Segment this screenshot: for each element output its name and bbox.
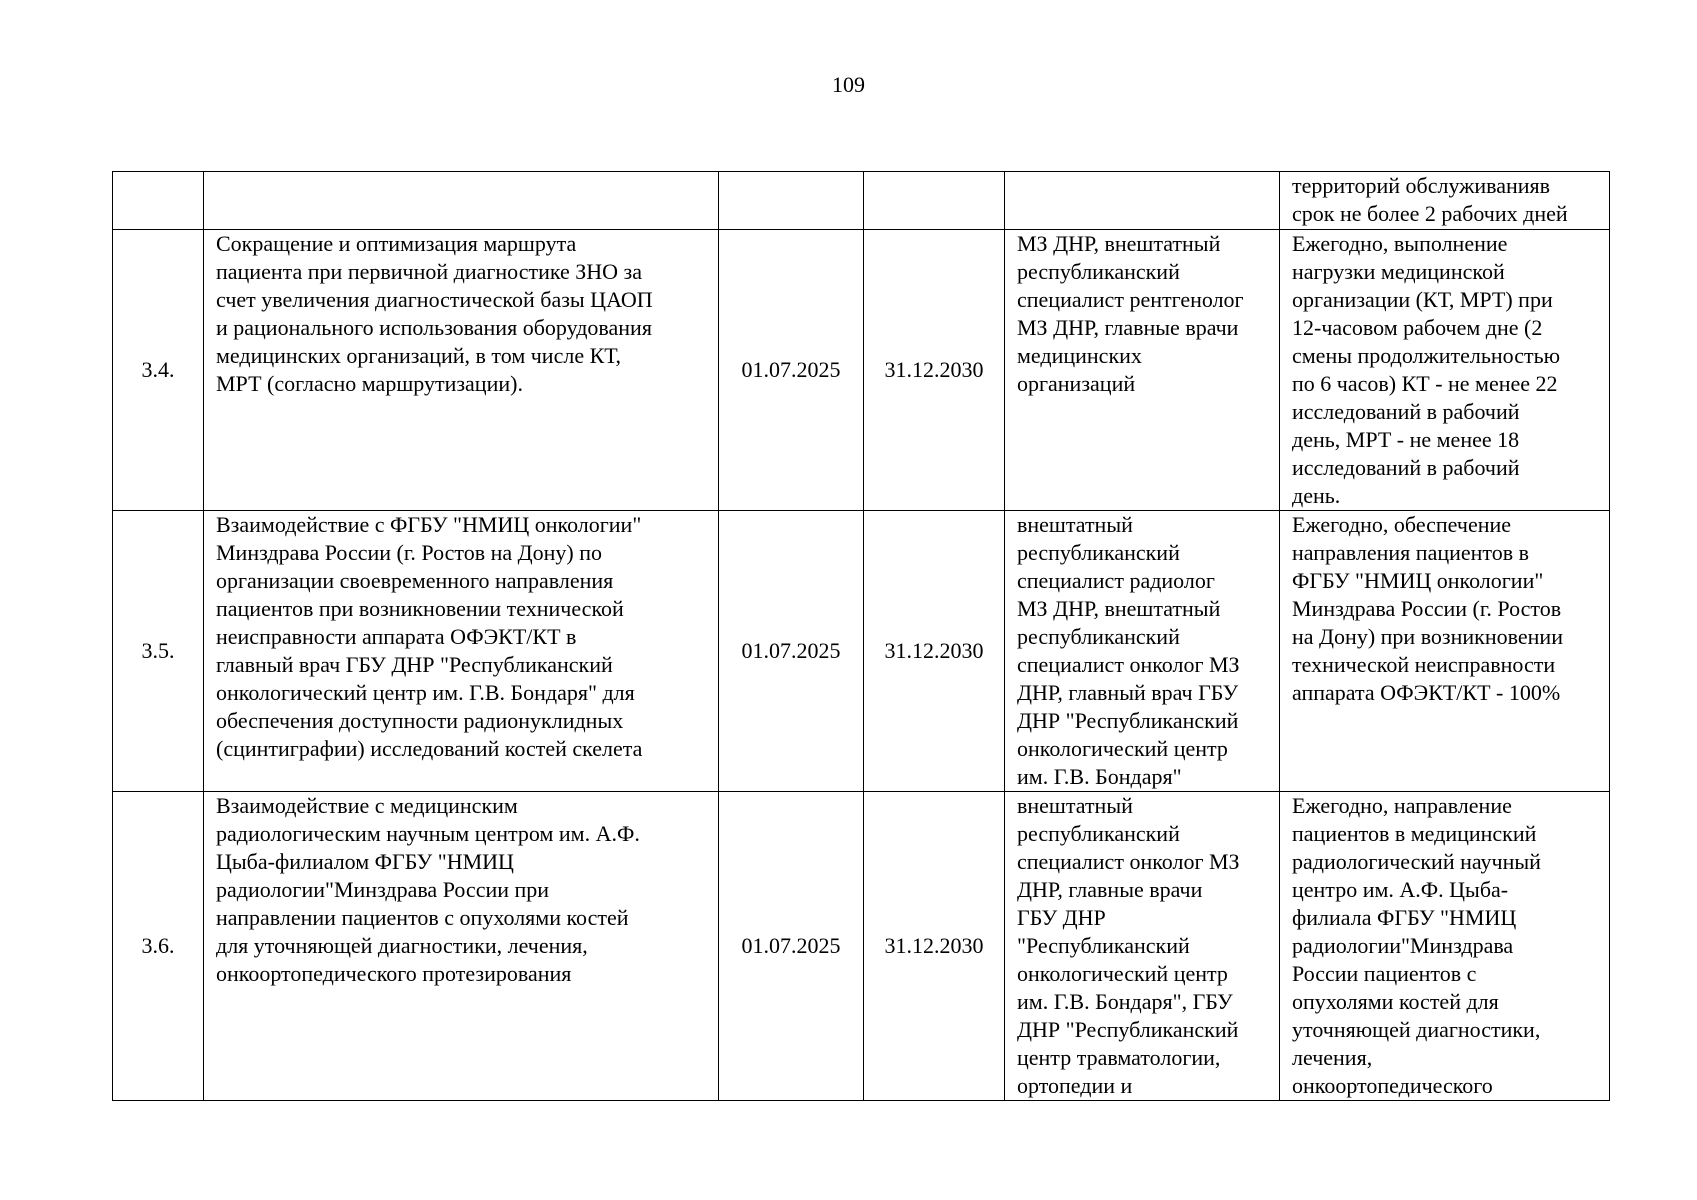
cell-number: 3.6. bbox=[113, 792, 204, 1101]
cell-result bbox=[1280, 172, 1610, 230]
cell-end-date: 31.12.2030 bbox=[864, 511, 1005, 792]
activity-text: Взаимодействие с ФГБУ "НМИЦ онкологии" Минздрава России (г. Ростов на Дону) по организации своевременного направления пациентов при возникновении технической неисправности аппарата ОФЭКТ/КТ в главный врач ГБУ ДНР "Республиканский онкологический центр им. Г.В. Бондаря" для обеспечения доступности радионуклидных (сцинтиграфии) исследований костей скелета bbox=[216, 512, 643, 761]
result-text: территорий обслуживанияв срок не более 2 рабочих дней bbox=[1292, 173, 1568, 226]
cell-start-date bbox=[719, 172, 864, 230]
cell-responsible bbox=[1005, 792, 1280, 1101]
result-text: Ежегодно, выполнение нагрузки медицинской организации (КТ, МРТ) при 12-часовом рабочем дне (2 смены продолжительностью по 6 часов) КТ - не менее 22 исследований в рабочий день, МРТ - не менее 18 исследований в рабочий день. bbox=[1292, 231, 1561, 508]
cell-result bbox=[1280, 230, 1610, 511]
table-row bbox=[113, 792, 1610, 1101]
result-text: Ежегодно, обеспечение направления пациентов в ФГБУ "НМИЦ онкологии" Минздрава России (г. Ростов на Дону) при возникновении технической неисправности аппарата ОФЭКТ/КТ - 100% bbox=[1292, 512, 1563, 705]
cell-number: 3.4. bbox=[113, 230, 204, 511]
cell-activity bbox=[204, 172, 719, 230]
cell-end-date bbox=[864, 172, 1005, 230]
responsible-text: внештатный республиканский специалист онколог МЗ ДНР, главные врачи ГБУ ДНР "Республиканский онкологический центр им. Г.В. Бондаря", ГБУ ДНР "Республиканский центр травматологии, ортопедии и bbox=[1017, 793, 1240, 1098]
table-row bbox=[113, 230, 1610, 511]
cell-activity bbox=[204, 792, 719, 1101]
activity-text: Взаимодействие с медицинским радиологическим научным центром им. А.Ф. Цыба-филиалом ФГБУ "НМИЦ радиологии"Минздрава России при направлении пациентов с опухолями костей для уточняющей диагностики, лечения, онкоортопедического протезирования bbox=[216, 793, 640, 986]
cell-responsible bbox=[1005, 172, 1280, 230]
responsible-text: МЗ ДНР, внештатный республиканский специалист рентгенолог МЗ ДНР, главные врачи медицинских организаций bbox=[1017, 231, 1244, 396]
cell-result bbox=[1280, 511, 1610, 792]
cell-result bbox=[1280, 792, 1610, 1101]
activities-table bbox=[112, 171, 1610, 1101]
table-row bbox=[113, 511, 1610, 792]
cell-end-date: 31.12.2030 bbox=[864, 792, 1005, 1101]
cell-activity bbox=[204, 230, 719, 511]
cell-start-date: 01.07.2025 bbox=[719, 511, 864, 792]
cell-start-date: 01.07.2025 bbox=[719, 792, 864, 1101]
cell-end-date: 31.12.2030 bbox=[864, 230, 1005, 511]
cell-activity bbox=[204, 511, 719, 792]
cell-responsible bbox=[1005, 511, 1280, 792]
result-text: Ежегодно, направление пациентов в медицинский радиологический научный центро им. А.Ф. Цыба- филиала ФГБУ "НМИЦ радиологии"Минздрава России пациентов с опухолями костей для уточняющей диагностики, лечения, онкоортопедического bbox=[1292, 793, 1541, 1098]
page-number: 109 bbox=[832, 72, 865, 97]
cell-start-date: 01.07.2025 bbox=[719, 230, 864, 511]
cell-number bbox=[113, 172, 204, 230]
table-row-continuation bbox=[113, 172, 1610, 230]
cell-number: 3.5. bbox=[113, 511, 204, 792]
activity-text: Сокращение и оптимизация маршрута пациента при первичной диагностике ЗНО за счет увеличения диагностической базы ЦАОП и рационального использования оборудования медицинских организаций, в том числе КТ, МРТ (согласно маршрутизации). bbox=[216, 231, 653, 396]
responsible-text: внештатный республиканский специалист радиолог МЗ ДНР, внештатный республиканский специалист онколог МЗ ДНР, главный врач ГБУ ДНР "Республиканский онкологический центр им. Г.В. Бондаря" bbox=[1017, 512, 1240, 789]
cell-responsible bbox=[1005, 230, 1280, 511]
